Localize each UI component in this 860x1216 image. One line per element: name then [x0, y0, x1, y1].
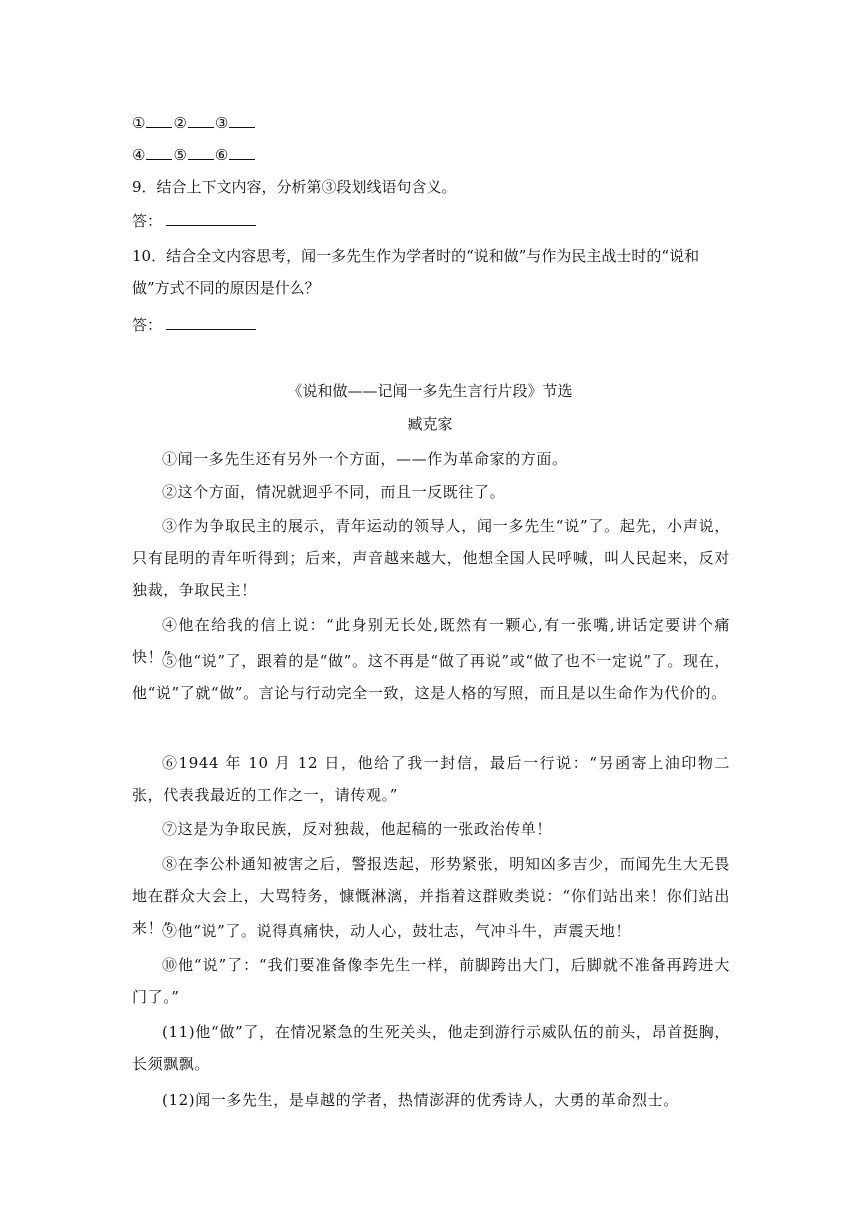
q10-answer: [132, 309, 740, 341]
blank-marker-2: ②: [173, 114, 187, 132]
q10-answer-line[interactable]: [166, 315, 256, 330]
answer-label: 答：: [132, 212, 163, 230]
paragraph-10: ⑩他“说”了：“我们要准备像李先生一样，前脚跨出大门，后脚就不准备再跨进大门了。”: [132, 956, 730, 1006]
paragraph-8: ⑧在李公朴通知被害之后，警报迭起，形势紧张，明知凶多吉少，而闻先生大无畏地在群众大会上，大骂特务，慷慨淋漓，并指着这群败类说：“你们站出来！你们站出来！”: [132, 855, 730, 937]
paragraph-12: (12)闻一多先生，是卓越的学者，热情澎湃的优秀诗人，大勇的革命烈士。: [162, 1091, 679, 1109]
fill-blank-3[interactable]: [229, 113, 255, 128]
blank-marker-1: ①: [132, 114, 146, 132]
paragraph-5: ⑤他“说”了，跟着的是“做”。这不再是“做了再说”或“做了也不一定说”了。现在，他“说”了就“做”。言论与行动完全一致，这是人格的写照，而且是以生命作为代价的。: [132, 652, 730, 702]
paragraph-6: ⑥1944 年 10 月 12 日，他给了我一封信，最后一行说：“另函寄上油印物二张，代表我最近的工作之一，请传观。”: [132, 754, 730, 804]
paragraph-1: ①闻一多先生还有另外一个方面，——作为革命家的方面。: [162, 450, 568, 468]
q9-answer: [132, 205, 740, 237]
question-10: 10．结合全文内容思考，闻一多先生作为学者时的“说和做”与作为民主战士时的“说和做”方式不同的原因是什么？: [132, 247, 700, 297]
paragraph-2: ②这个方面，情况就迥乎不同，而且一反既往了。: [162, 483, 506, 501]
fill-blank-1[interactable]: [146, 113, 172, 128]
fill-blank-6[interactable]: [229, 145, 255, 160]
question-9: 9．结合上下文内容，分析第③段划线语句含义。: [132, 178, 457, 196]
fill-blank-2[interactable]: [188, 113, 214, 128]
q9-answer-line[interactable]: [166, 211, 256, 226]
q8-blanks-row-2: [132, 139, 740, 171]
paragraph-3: ③作为争取民主的展示，青年运动的领导人，闻一多先生“说”了。起先，小声说，只有昆明的青年听得到；后来，声音越来越大，他想全国人民呼喊，叫人民起来，反对独裁，争取民主！: [132, 517, 730, 599]
blank-marker-4: ④: [132, 146, 146, 164]
article-title: 《说和做——记闻一多先生言行片段》节选: [287, 382, 573, 400]
article-author: 臧克家: [407, 415, 453, 433]
fill-blank-4[interactable]: [146, 145, 172, 160]
blank-marker-5: ⑤: [173, 146, 187, 164]
blank-marker-6: ⑥: [214, 146, 229, 164]
blank-marker-3: ③: [214, 114, 229, 132]
paragraph-9: ⑨他“说”了。说得真痛快，动人心，鼓壮志，气冲斗牛，声震天地！: [162, 922, 631, 940]
answer-label: 答：: [132, 316, 163, 334]
paragraph-11: (11)他“做”了，在情况紧急的生死关头，他走到游行示威队伍的前头，昂首挺胸，长须飘飘。: [132, 1023, 730, 1073]
fill-blank-5[interactable]: [188, 145, 214, 160]
paragraph-4: ④他在给我的信上说：“此身别无长处,既然有一颗心,有一张嘴,讲话定要讲个痛快！”: [132, 616, 730, 666]
q8-blanks-row-1: [132, 107, 740, 139]
paragraph-7: ⑦这是为争取民族，反对独裁，他起稿的一张政治传单！: [162, 820, 553, 838]
